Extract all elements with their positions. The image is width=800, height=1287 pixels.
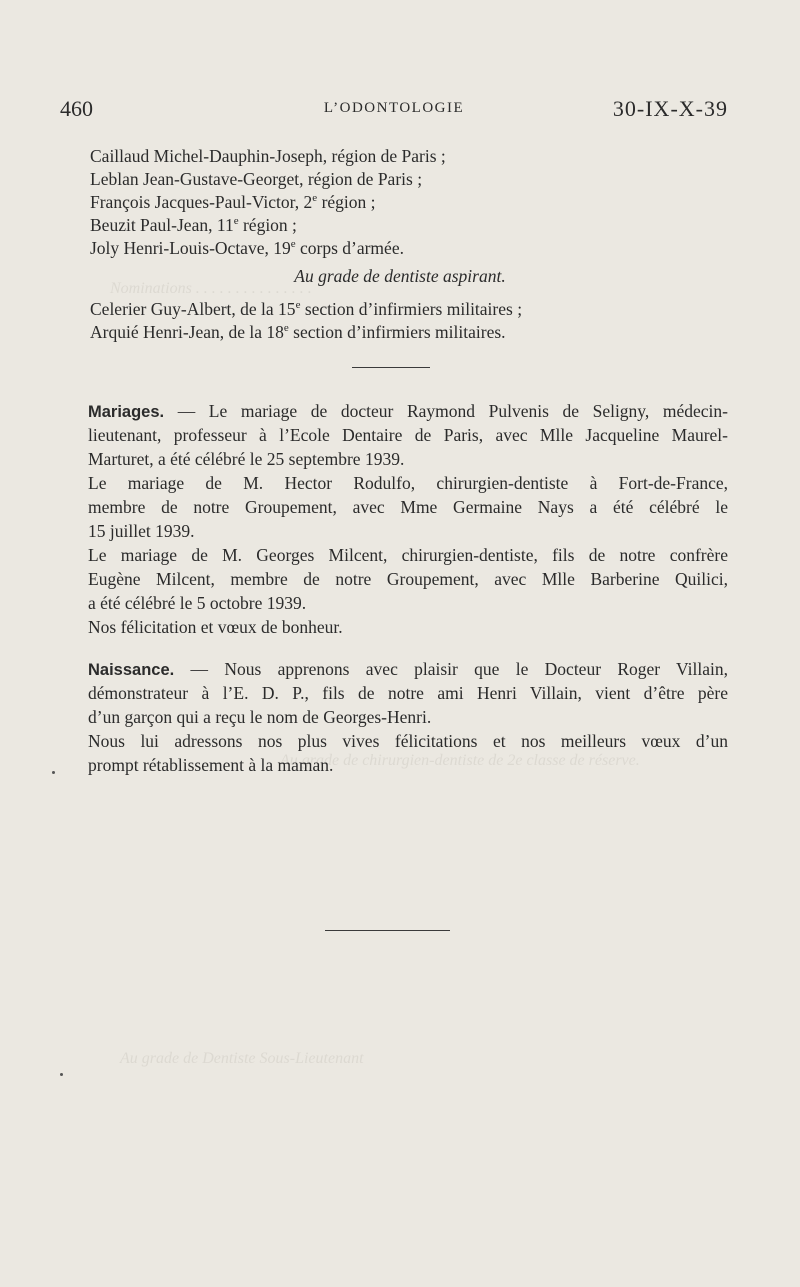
- paragraph-line: d’un garçon qui a reçu le nom de Georges-Henri.: [88, 707, 432, 727]
- bleed-through-text: Au grade de chirurgien-dentiste de 2e classe de réserve.: [280, 752, 640, 769]
- paragraph-line: Eugène Milcent, membre de notre Groupement, avec Mlle Barberine Quilici,: [88, 569, 728, 589]
- paragraph-line: a été célébré le 5 octobre 1939.: [88, 593, 307, 613]
- issue-date: 30-IX-X-39: [612, 96, 728, 121]
- section-divider: [352, 367, 430, 368]
- paragraph-line: lieutenant, professeur à l’Ecole Dentaire de Paris, avec Mlle Jacqueline Maurel-: [88, 425, 728, 445]
- paragraph-line: Nous lui adressons nos plus vives félicitations et nos meilleurs vœux d’un: [88, 731, 728, 751]
- print-speck: [52, 771, 55, 774]
- paragraph-line: Mariages. — Le mariage de docteur Raymond Pulvenis de Seligny, médecin-: [88, 401, 728, 421]
- paragraph-line: Le mariage de M. Hector Rodulfo, chirurgien-dentiste à Fort-de-France,: [88, 473, 728, 493]
- print-speck: [60, 1073, 63, 1076]
- paragraph-line: démonstrateur à l’E. D. P., fils de notre ami Henri Villain, vient d’être père: [88, 683, 728, 703]
- list-item: Leblan Jean-Gustave-Georget, région de Paris ;: [90, 169, 423, 189]
- section-label-mariages: Mariages.: [88, 403, 165, 421]
- section-divider: [325, 930, 450, 931]
- list-item: Caillaud Michel-Dauphin-Joseph, région de Paris ;: [90, 146, 446, 166]
- paragraph-line: Nos félicitation et vœux de bonheur.: [88, 617, 343, 637]
- paragraph-line: Naissance. — Nous apprenons avec plaisir que le Docteur Roger Villain,: [88, 659, 728, 679]
- paragraph-line: membre de notre Groupement, avec Mme Germaine Nays a été célébré le: [88, 497, 728, 517]
- paragraph-line: Le mariage de M. Georges Milcent, chirurgien-dentiste, fils de notre confrère: [88, 545, 728, 565]
- paragraph-line: 15 juillet 1939.: [88, 521, 195, 541]
- list-item: Arquié Henri-Jean, de la 18e section d’infirmiers militaires.: [90, 322, 506, 342]
- page-header: [60, 96, 728, 126]
- list-item: Joly Henri-Louis-Octave, 19e corps d’armée.: [90, 238, 404, 258]
- paragraph-line: prompt rétablissement à la maman.: [88, 755, 334, 775]
- bleed-through-text: Au grade de Dentiste Sous-Lieutenant: [120, 1050, 364, 1067]
- journal-title: L’ODONTOLOGIE: [323, 100, 465, 116]
- list-item: Celerier Guy-Albert, de la 15e section d’infirmiers militaires ;: [90, 299, 523, 319]
- page-number: 460: [60, 96, 93, 121]
- grade-heading: Au grade de dentiste aspirant.: [294, 266, 506, 286]
- bleed-through-text: Nominations . . . . . . . . . . . . . . .: [110, 280, 312, 297]
- list-item: François Jacques-Paul-Victor, 2e région ;: [90, 192, 376, 212]
- section-label-naissance: Naissance.: [88, 661, 175, 679]
- paragraph-line: Marturet, a été célébré le 25 septembre 1939.: [88, 449, 405, 469]
- list-item: Beuzit Paul-Jean, 11e région ;: [90, 215, 297, 235]
